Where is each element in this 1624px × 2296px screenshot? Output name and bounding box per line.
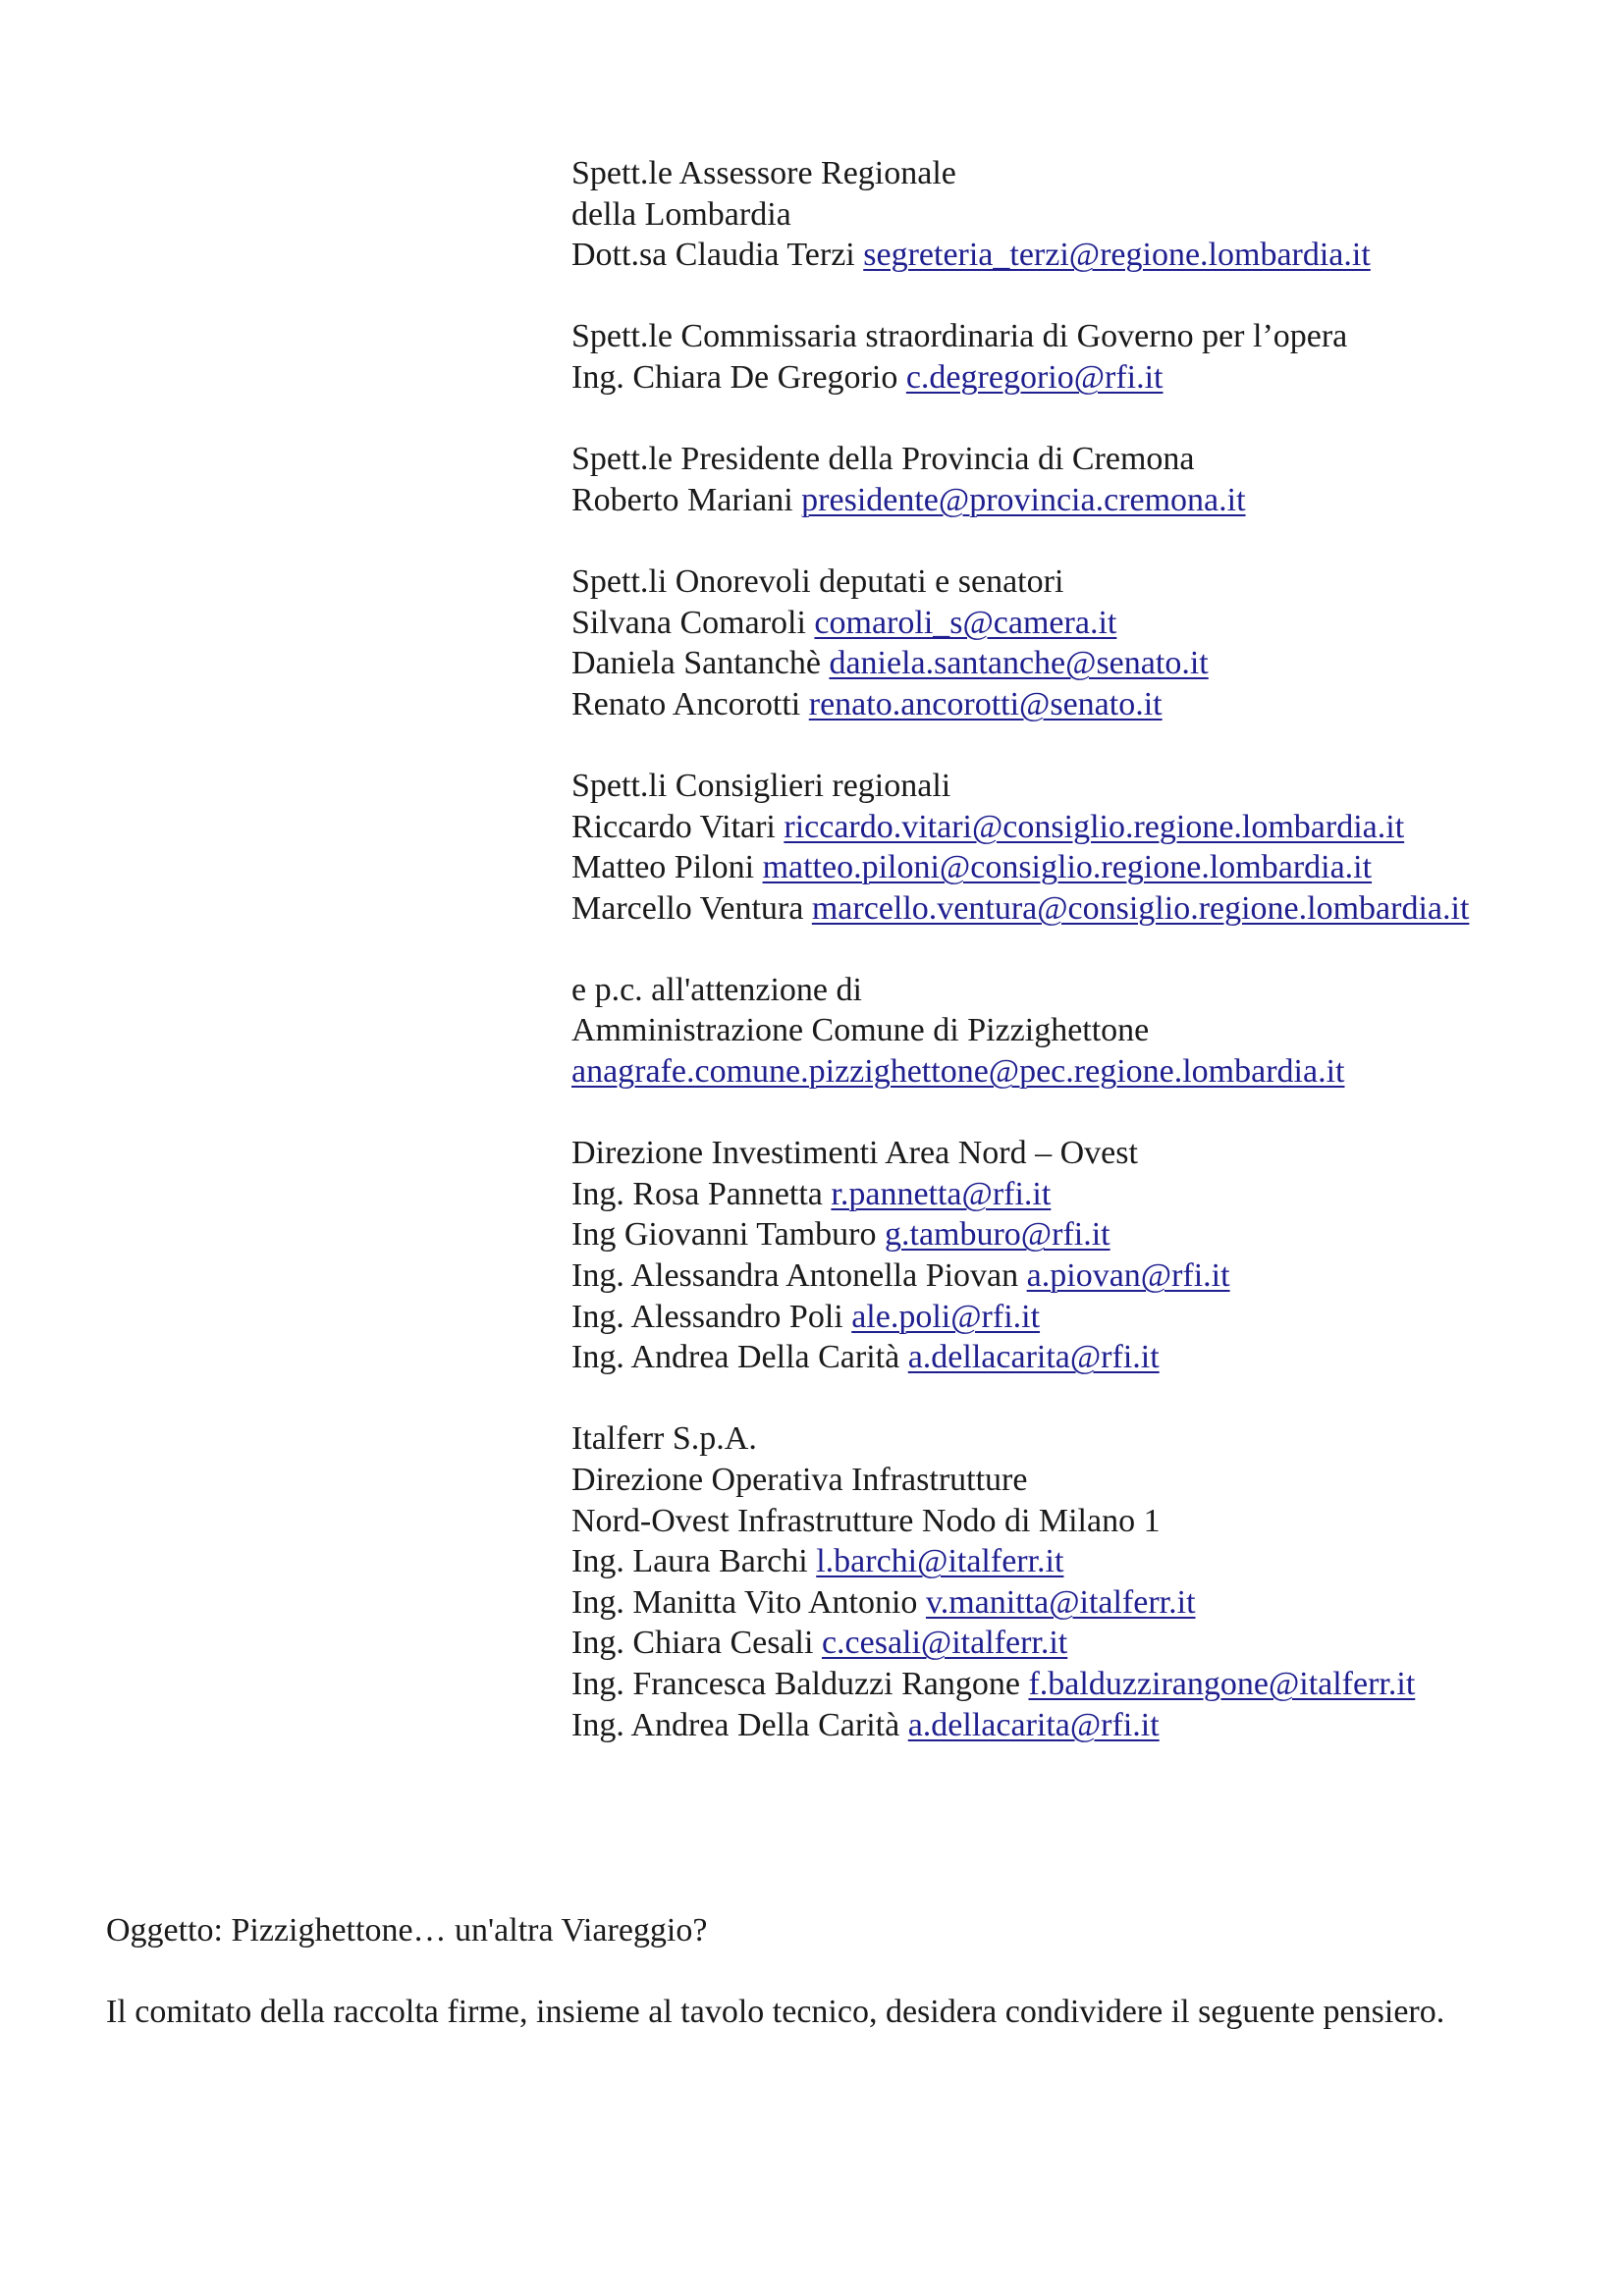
- recipient-line: [571, 153, 1612, 194]
- recipient-name: Nord-Ovest Infrastrutture Nodo di Milano 1: [571, 1502, 1161, 1539]
- recipient-line: [571, 316, 1612, 357]
- recipient-line: [571, 194, 1612, 236]
- subject-line: Oggetto: Pizzighettone… un'altra Viareggio?: [106, 1912, 708, 1949]
- intro-paragraph: Il comitato della raccolta firme, insieme al tavolo tecnico, desidera condividere il seguente pensiero.: [106, 1994, 1445, 2031]
- recipient-line: [571, 643, 1612, 684]
- recipient-line: [571, 480, 1612, 521]
- recipient-name: Direzione Investimenti Area Nord – Ovest: [571, 1135, 1138, 1172]
- recipient-name: Riccardo Vitari: [571, 808, 776, 845]
- email-link[interactable]: v.manitta@italferr.it: [925, 1583, 1196, 1621]
- recipient-line: [571, 1582, 1612, 1624]
- recipient-line: [571, 1214, 1612, 1255]
- email-link[interactable]: segreteria_terzi@regione.lombardia.it: [863, 237, 1371, 274]
- email-link[interactable]: ale.poli@rfi.it: [851, 1298, 1041, 1335]
- recipients-list: [571, 153, 1612, 1787]
- email-link[interactable]: matteo.piloni@consiglio.regione.lombardia.it: [762, 849, 1373, 886]
- recipient-line: [571, 1460, 1612, 1501]
- recipient-line: [571, 1623, 1612, 1664]
- recipient-block: [571, 1418, 1612, 1745]
- recipient-name: Daniela Santanchè: [571, 645, 821, 682]
- recipient-name: Ing. Alessandra Antonella Piovan: [571, 1257, 1019, 1295]
- email-link[interactable]: l.barchi@italferr.it: [816, 1543, 1064, 1580]
- recipient-name: Ing. Chiara Cesali: [571, 1625, 814, 1662]
- recipient-line: [571, 807, 1612, 848]
- recipient-name: Amministrazione Comune di Pizzighettone: [571, 1012, 1150, 1049]
- email-link[interactable]: renato.ancorotti@senato.it: [808, 685, 1163, 722]
- recipient-block: [571, 970, 1612, 1093]
- recipient-name: Spett.li Consiglieri regionali: [571, 767, 951, 804]
- recipient-name: Ing. Chiara De Gregorio: [571, 358, 898, 396]
- recipient-line: [571, 847, 1612, 888]
- recipient-name: Spett.le Assessore Regionale: [571, 155, 956, 191]
- recipient-line: [571, 1051, 1612, 1093]
- email-link[interactable]: f.balduzzirangone@italferr.it: [1028, 1665, 1416, 1702]
- email-link[interactable]: riccardo.vitari@consiglio.regione.lombardia.it: [784, 808, 1405, 845]
- recipient-line: [571, 684, 1612, 725]
- recipient-line: [571, 1418, 1612, 1460]
- recipient-line: [571, 1297, 1612, 1338]
- email-link[interactable]: a.dellacarita@rfi.it: [907, 1339, 1160, 1376]
- email-link[interactable]: a.piovan@rfi.it: [1026, 1257, 1230, 1295]
- recipient-line: [571, 1174, 1612, 1215]
- recipient-name: Ing. Manitta Vito Antonio: [571, 1583, 918, 1621]
- letter-body: [106, 1910, 1608, 2073]
- recipient-block: [571, 439, 1612, 520]
- recipient-name: Ing. Laura Barchi: [571, 1543, 808, 1580]
- recipient-line: [571, 357, 1612, 399]
- recipient-name: Direzione Operativa Infrastrutture: [571, 1462, 1028, 1498]
- recipient-line: [571, 603, 1612, 644]
- recipient-name: Renato Ancorotti: [571, 685, 801, 722]
- recipient-block: [571, 766, 1612, 929]
- recipient-name: Spett.li Onorevoli deputati e senatori: [571, 562, 1064, 600]
- recipient-block: [571, 316, 1612, 398]
- recipient-block: [571, 153, 1612, 276]
- email-link[interactable]: anagrafe.comune.pizzighettone@pec.regione.lombardia.it: [571, 1053, 1345, 1091]
- email-link[interactable]: c.cesali@italferr.it: [821, 1625, 1068, 1662]
- recipient-name: Silvana Comaroli: [571, 604, 806, 641]
- recipient-name: Ing. Andrea Della Carità: [571, 1339, 900, 1376]
- recipient-line: [571, 1541, 1612, 1582]
- recipient-name: Spett.le Commissaria straordinaria di Governo per l’opera: [571, 318, 1348, 355]
- recipient-name: Ing. Andrea Della Carità: [571, 1706, 900, 1743]
- recipient-block: [571, 561, 1612, 724]
- recipient-line: [571, 1010, 1612, 1051]
- recipient-line: [571, 561, 1612, 603]
- recipient-name: Spett.le Presidente della Provincia di Cremona: [571, 441, 1195, 478]
- email-link[interactable]: presidente@provincia.cremona.it: [801, 481, 1246, 518]
- recipient-line: [571, 1705, 1612, 1746]
- recipient-line: [571, 235, 1612, 276]
- recipient-name: Ing. Rosa Pannetta: [571, 1175, 823, 1212]
- recipient-name: Ing. Alessandro Poli: [571, 1298, 843, 1335]
- email-link[interactable]: a.dellacarita@rfi.it: [907, 1706, 1160, 1743]
- recipient-line: [571, 1255, 1612, 1297]
- recipient-line: [571, 970, 1612, 1011]
- recipient-line: [571, 1337, 1612, 1378]
- recipient-name: della Lombardia: [571, 195, 791, 233]
- recipient-name: Matteo Piloni: [571, 849, 755, 886]
- recipient-line: [571, 766, 1612, 807]
- recipient-block: [571, 1133, 1612, 1378]
- email-link[interactable]: r.pannetta@rfi.it: [831, 1175, 1052, 1212]
- email-link[interactable]: g.tamburo@rfi.it: [885, 1216, 1110, 1254]
- recipient-name: Ing Giovanni Tamburo: [571, 1216, 877, 1254]
- recipient-line: [571, 439, 1612, 480]
- email-link[interactable]: c.degregorio@rfi.it: [905, 358, 1164, 396]
- email-link[interactable]: comaroli_s@camera.it: [814, 604, 1117, 641]
- recipient-name: Dott.sa Claudia Terzi: [571, 237, 855, 274]
- recipient-name: e p.c. all'attenzione di: [571, 971, 862, 1008]
- recipient-line: [571, 1501, 1612, 1542]
- recipient-line: [571, 1664, 1612, 1705]
- recipient-name: Marcello Ventura: [571, 889, 804, 927]
- recipient-name: Ing. Francesca Balduzzi Rangone: [571, 1665, 1020, 1702]
- email-link[interactable]: daniela.santanche@senato.it: [829, 645, 1209, 682]
- recipient-line: [571, 1133, 1612, 1174]
- recipient-name: Italferr S.p.A.: [571, 1420, 757, 1458]
- recipient-line: [571, 888, 1612, 930]
- recipient-name: Roberto Mariani: [571, 481, 793, 518]
- email-link[interactable]: marcello.ventura@consiglio.regione.lombardia.it: [811, 889, 1470, 927]
